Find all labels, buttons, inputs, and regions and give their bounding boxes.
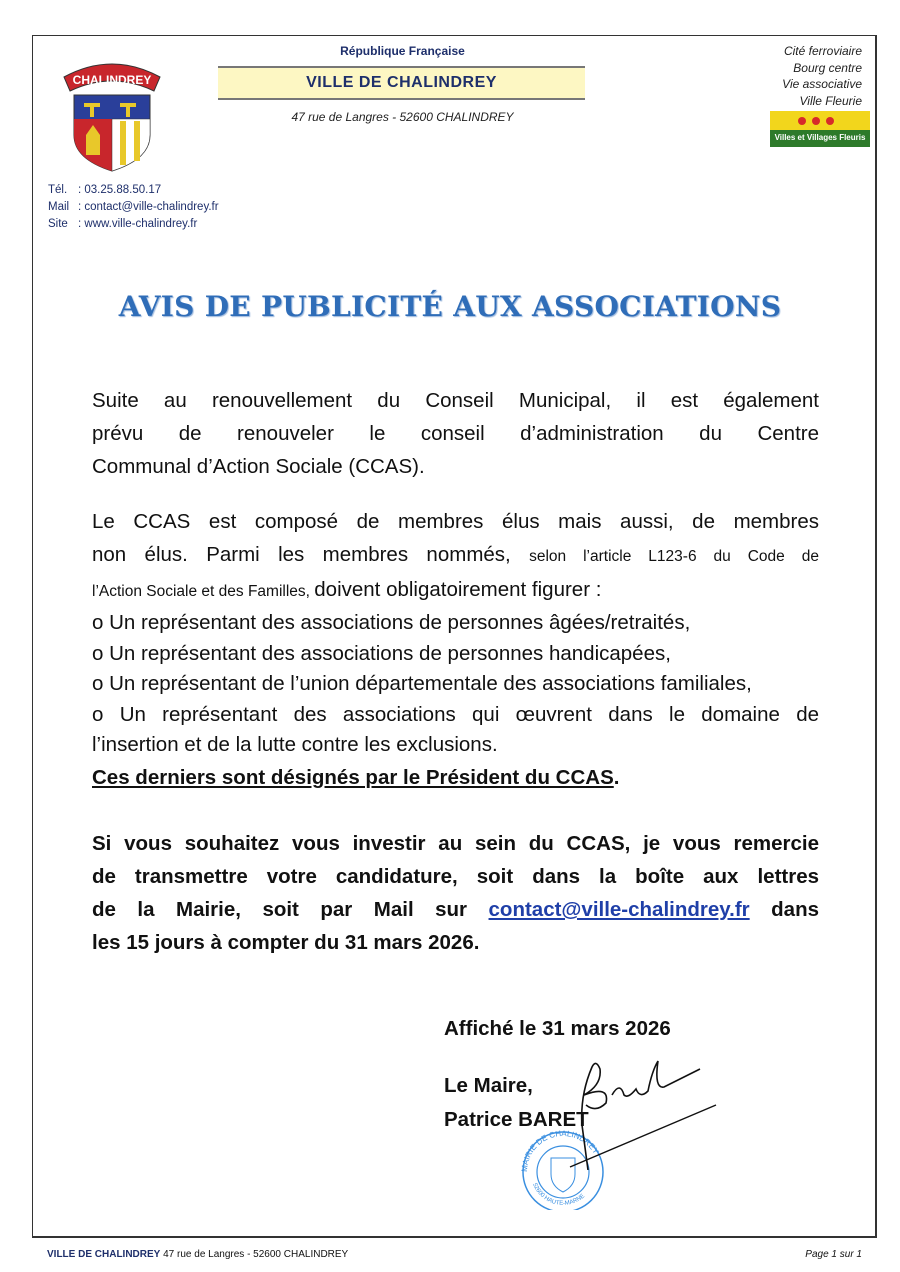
- text-line: [92, 538, 819, 573]
- contact-mail: Mail : contact@ville-chalindrey.fr: [48, 201, 219, 213]
- motto: Ville Fleurie: [799, 93, 862, 108]
- text-span: l’Action Sociale et des Familles,: [92, 583, 315, 600]
- emphasis-text: Ces derniers sont désignés par le Président du CCAS: [92, 765, 614, 789]
- footer-address: [47, 1249, 348, 1260]
- signoff-name: Patrice BARET: [444, 1108, 589, 1131]
- mayor-signature: [540, 1055, 720, 1170]
- contact-block: [48, 182, 219, 233]
- text-line: [92, 573, 819, 608]
- text-line: [92, 893, 819, 926]
- site-link[interactable]: www.ville-chalindrey.fr: [84, 218, 198, 230]
- signoff-role: Le Maire,: [444, 1074, 533, 1097]
- text-span: de la Mairie, soit par Mail sur: [92, 898, 489, 921]
- text-span: non élus. Parmi les membres nommés,: [92, 543, 530, 566]
- email-link[interactable]: contact@ville-chalindrey.fr: [488, 898, 750, 921]
- text-line: Si vous souhaitez vous investir au sein du CCAS, je vous remercie: [92, 832, 819, 855]
- text-line: Suite au renouvellement du Conseil Municipal, il est également: [92, 389, 819, 412]
- text-span: selon l’article L123-6 du Code de: [529, 548, 819, 565]
- villes-fleuris-label-logo: [770, 111, 870, 147]
- posted-date: Affiché le 31 mars 2026: [444, 1017, 671, 1040]
- svg-text:52600 HAUTE-MARNE: 52600 HAUTE-MARNE: [531, 1182, 587, 1207]
- motto: Bourg centre: [793, 60, 862, 75]
- bullet-item: o Un représentant des associations de personnes âgées/retraités,: [92, 611, 691, 634]
- svg-text:MAIRIE DE CHALINDREY: MAIRIE DE CHALINDREY: [519, 1130, 601, 1173]
- coat-of-arms-logo: [60, 55, 164, 173]
- bullet-item: o Un représentant de l’union départementale des associations familiales,: [92, 672, 752, 695]
- svg-text:Villes et Villages Fleuris: Villes et Villages Fleuris: [774, 133, 866, 142]
- footer-town: VILLE DE CHALINDREY: [47, 1249, 161, 1260]
- text-line: les 15 jours à compter du 31 mars 2026.: [92, 931, 480, 954]
- bullet-item: o Un représentant des associations qui œuvrent dans le domaine de: [92, 702, 819, 726]
- bullet-item: l’insertion et de la lutte contre les exclusions.: [92, 733, 498, 756]
- paragraph-call: [92, 827, 819, 959]
- paragraph-composition: [92, 505, 819, 794]
- bullet-item: o Un représentant des associations de personnes handicapées,: [92, 641, 671, 665]
- text-span: .: [613, 765, 620, 789]
- text-span: doivent obligatoirement figurer :: [314, 578, 602, 601]
- text-span: dans: [749, 898, 819, 921]
- footer-street: 47 rue de Langres - 52600 CHALINDREY: [160, 1249, 349, 1260]
- town-address: 47 rue de Langres - 52600 CHALINDREY: [291, 110, 514, 124]
- contact-site: Site : www.ville-chalindrey.fr: [48, 218, 198, 230]
- paragraph-intro: [92, 384, 819, 483]
- text-line: Communal d’Action Sociale (CCAS).: [92, 455, 425, 478]
- page-number: Page 1 sur 1: [805, 1249, 862, 1260]
- svg-text:CHALINDREY: CHALINDREY: [72, 73, 152, 87]
- republic-label: République Française: [340, 44, 465, 58]
- motto: Cité ferroviaire: [783, 44, 862, 58]
- mail-link[interactable]: contact@ville-chalindrey.fr: [84, 201, 219, 213]
- text-line: prévu de renouveler le conseil d’administration du Centre: [92, 422, 819, 445]
- text-line: Le CCAS est composé de membres élus mais aussi, de membres: [92, 510, 819, 533]
- contact-phone: Tél. : 03.25.88.50.17: [48, 184, 162, 196]
- town-banner: VILLE DE CHALINDREY: [218, 66, 585, 100]
- town-mottos: [782, 43, 862, 109]
- motto: Vie associative: [782, 77, 862, 91]
- text-line: de transmettre votre candidature, soit dans la boîte aux lettres: [92, 865, 819, 888]
- notice-title: AVIS DE PUBLICITÉ AUX ASSOCIATIONS: [118, 290, 782, 323]
